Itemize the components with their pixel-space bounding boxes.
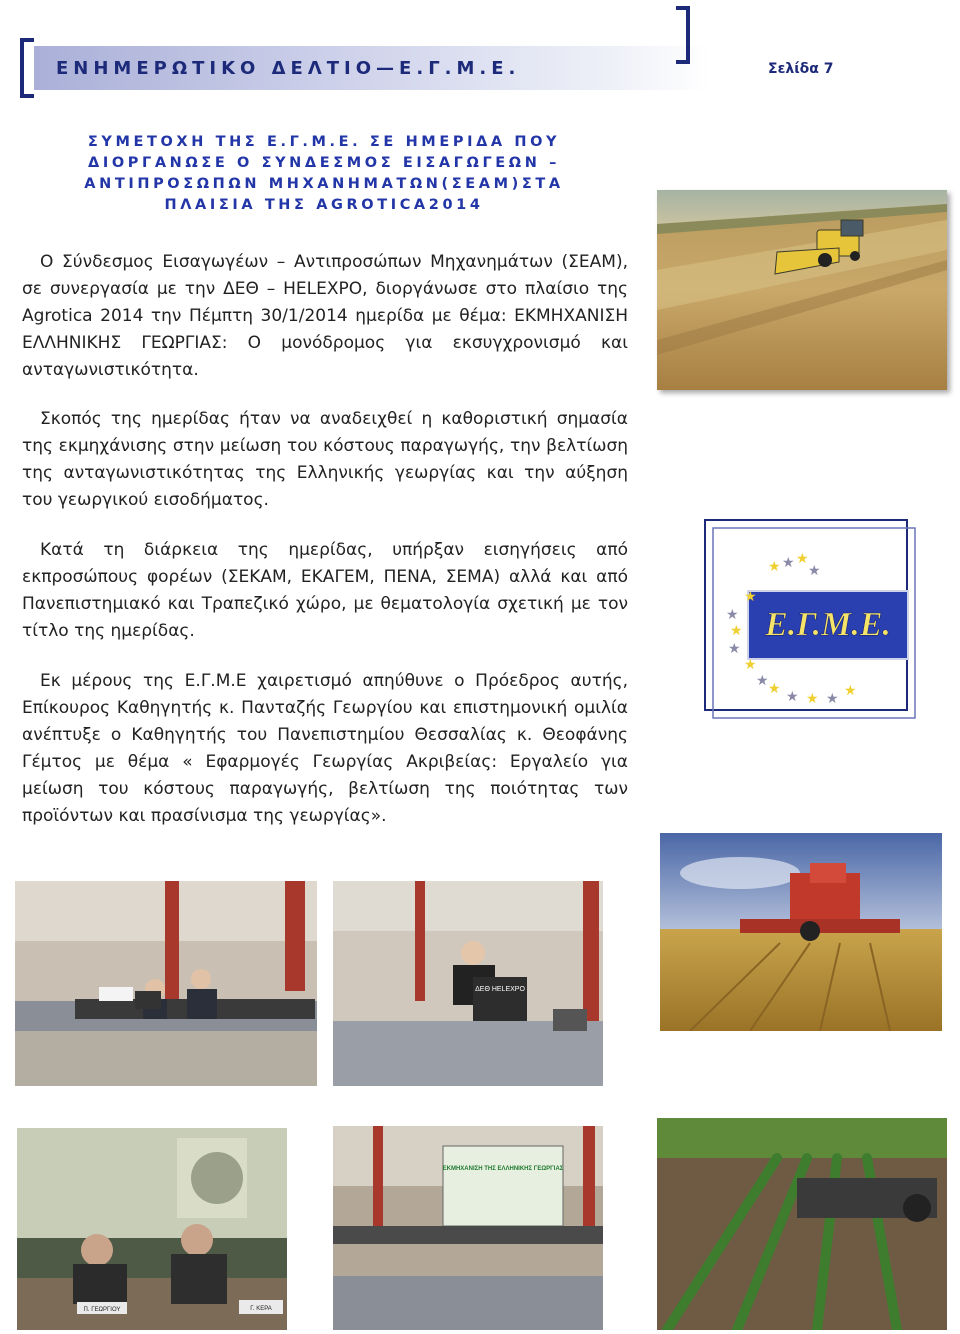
conference-hall-photo (333, 1126, 603, 1330)
article-title-line: ΑΝΤΙΠΡΟΣΩΠΩΝ ΜΗΧΑΝΗΜΑΤΩΝ(ΣΕΑΜ)ΣΤΑ (84, 176, 564, 192)
newsletter-title: ΕΝΗΜΕΡΩΤΙΚΟ ΔΕΛΤΙΟ—Ε.Γ.Μ.Ε. (56, 58, 521, 79)
svg-text:★: ★ (744, 656, 757, 672)
left-bracket-decoration (20, 38, 34, 98)
article-title (34, 132, 614, 216)
svg-text:★: ★ (756, 672, 769, 688)
svg-text:★: ★ (768, 558, 781, 574)
screen-title: ΕΚΜΗΧΑΝΙΣΗ ΤΗΣ ΕΛΛΗΝΙΚΗΣ ΓΕΩΡΓΙΑΣ (442, 1166, 564, 1172)
logo-text: Ε.Γ.Μ.Ε. (765, 606, 891, 643)
conference-panel-photo (15, 881, 317, 1086)
paragraph-text: Ο Σύνδεσμος Εισαγωγέων – Αντιπροσώπων Μηχανημάτων (ΣΕΑΜ), σε συνεργασία με την ΔΕΘ – HELEXPO, διοργάνωσε στο πλαίσιο της Agrotica 2014 την Πέμπτη 30/1/2014 ημερίδα με θέμα: ΕΚΜΗΧΑΝΙΣΗ ΕΛΛΗΝΙΚΗΣ ΓΕΩΡΓΙΑΣ: Ο μονόδρομος για εκσυγχρονισμό και ανταγωνιστικότητα. (22, 252, 628, 380)
article-paragraph (22, 406, 628, 514)
article-title-line: ΔΙΟΡΓΑΝΩΣΕ Ο ΣΥΝΔΕΣΜΟΣ ΕΙΣΑΓΩΓΕΩΝ – (88, 155, 560, 171)
paragraph-text: Σκοπός της ημερίδας ήταν να αναδειχθεί η καθοριστική σημασία της εκμηχάνισης στην μείωση του κόστους παραγωγής, την βελτίωση της ανταγωνιστικότητας της Ελληνικής γεωργίας και την αύξηση του γεωργικού εισοδήματος. (22, 409, 628, 510)
svg-text:★: ★ (728, 640, 741, 656)
svg-text:★: ★ (730, 622, 743, 638)
article-paragraph (22, 537, 628, 645)
right-bracket-decoration (676, 6, 690, 64)
svg-text:★: ★ (782, 554, 795, 570)
article-title-line: ΣΥΜΕΤΟΧΗ ΤΗΣ Ε.Γ.Μ.Ε. ΣΕ ΗΜΕΡΙΔΑ ΠΟΥ (87, 134, 561, 150)
article-paragraph (22, 249, 628, 384)
svg-text:★: ★ (844, 682, 857, 698)
article-title-line: ΠΛΑΙΣΙΑ ΤΗΣ AGROTICA2014 (164, 197, 484, 213)
svg-text:★: ★ (726, 606, 739, 622)
page-number: Σελίδα 7 (768, 61, 834, 77)
paragraph-text: Κατά τη διάρκεια της ημερίδας, υπήρξαν εισηγήσεις από εκπροσώπους φορέων (ΣΕΚΑΜ, ΕΚΑΓΕΜ, ΠΕΝΑ, ΣΕΜΑ) αλλά και από Πανεπιστημιακό και Τραπεζικό χώρο, με θεματολογία σχετική με τον τίτλο της ημερίδας. (22, 540, 628, 641)
harvest-photo (657, 190, 947, 390)
conference-screen-photo (17, 1128, 287, 1330)
svg-text:★: ★ (808, 562, 821, 578)
svg-text:★: ★ (768, 680, 781, 696)
nameplate-1: Π. ΓΕΩΡΓΙΟΥ (83, 1307, 121, 1313)
svg-text:★: ★ (786, 688, 799, 704)
speaker-photo (333, 881, 603, 1086)
svg-text:★: ★ (806, 690, 819, 706)
svg-text:★: ★ (744, 588, 757, 604)
podium-label: ΔΕΘ HELEXPO (475, 986, 525, 993)
combine-photo (660, 833, 942, 1031)
egme-logo (704, 519, 916, 719)
crop-rows-photo (657, 1118, 947, 1330)
svg-text:★: ★ (826, 690, 839, 706)
article-paragraph (22, 668, 628, 830)
nameplate-2: Γ. ΚΕΡΑ (250, 1306, 272, 1312)
paragraph-text: Εκ μέρους της Ε.Γ.Μ.Ε χαιρετισμό απηύθυνε ο Πρόεδρος αυτής, Επίκουρος Καθηγητής κ. Πανταζής Γεωργίου και επιστημονική ομιλία ανέπτυξε ο Καθηγητής του Πανεπιστημίου Θεσσαλίας κ. Θεοφάνης Γέμτος με θέμα « Εφαρμογές Γεωργίας Ακριβείας: Εργαλείο για μείωση του κόστους παραγωγής, βελτίωση της ποιότητας των προϊόντων και πρασίνισμα της γεωργίας». (22, 671, 628, 826)
svg-text:★: ★ (796, 550, 809, 566)
